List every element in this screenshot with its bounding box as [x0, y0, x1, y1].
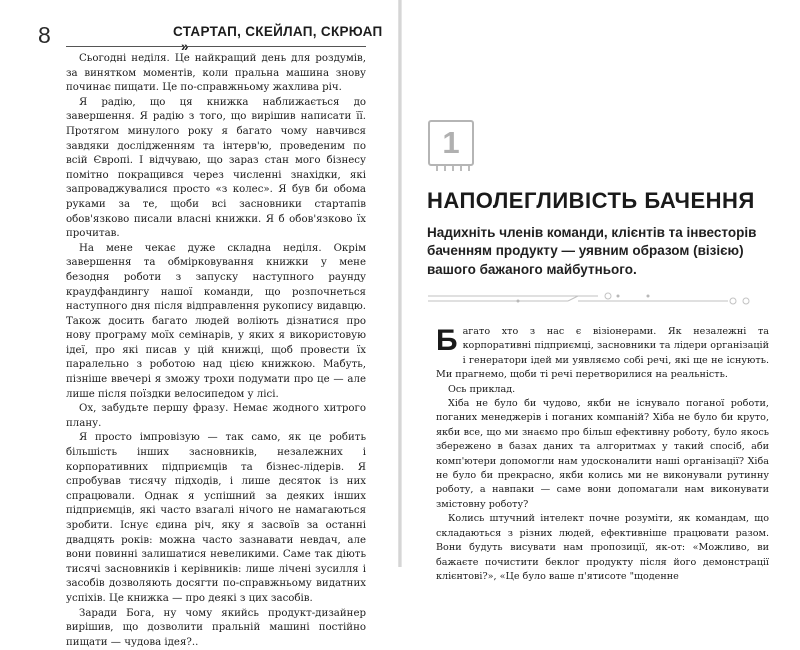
paragraph: Колись штучний інтелект почне розуміти, як командам, що складаються з різних людей, ефективніше працювати разом. Вони будуть висувати нам пропозиції, як-от: «Можливо, ви бажаєте почистити беклог продукту після його демонстрації клієнтові?», «Це було ваше п'ятисоте "щоденне [436, 513, 769, 582]
paragraph: Заради Бога, ну чому якийсь продукт-дизайнер вирішив, що дозволити пральній машині постійно пищати — чудова ідея?.. [66, 607, 366, 648]
paragraph: Я просто імпровізую — так само, як це робить більшість інших засновників, незалежних і корпоративних підприємців та бізнес-лідерів. Я спробував тисячу підходів, і лише десяток із них спрацювали. Однак я успішний за деяких інших підприємців, які часто взагалі нічого не намагаються зробити. Існує єдина річ, яку я засвоїв за останні двадцять років: можна часто зазнавати невдач, але вони повинні залишатися невеликими. Саме так діють тисячі засновників і керівників: лише лічені зусилля і засобів дозволяють досягти по-справжньому видатних успіхів. Це книжка — про деякі з цих засобів. [66, 432, 366, 604]
badge-connector [444, 166, 446, 171]
drop-cap: Б [436, 324, 458, 357]
right-body-text [436, 325, 769, 584]
badge-connector [452, 166, 454, 171]
left-page [0, 0, 400, 648]
running-head-text: СТАРТАП, СКЕЙЛАП, СКРЮАП [173, 24, 383, 39]
chapter-number: 1 [442, 125, 460, 160]
paragraph-text: агато хто з нас є візіонерами. Як незалежні та корпоративні підприємці, засновники та лідери організацій і генератори ідей ми уявляємо собі речі, які ще не існують. Ми прагнемо, щоби ті речі перетворилися на реальність. [436, 326, 769, 381]
chapter-title: НАПОЛЕГЛИВІСТЬ БАЧЕННЯ [427, 188, 755, 213]
paragraph: Ось приклад. [448, 383, 516, 395]
paragraph: Сьогодні неділя. Це найкращий день для роздумів, за винятком моментів, коли пральна машина знову починає пищати. Це по-справжньому жахлива річ. [66, 53, 366, 94]
paragraph [436, 325, 769, 383]
circuit-divider-graphic [428, 290, 773, 310]
page-number: 8 [38, 22, 51, 48]
chapter-lead: Надихніть членів команди, клієнтів та інвесторів баченням продукту — уявним образом (візією) вашого бажаного майбутнього. [427, 225, 757, 277]
paragraph: Хіба не було би чудово, якби не існувало поганої роботи, поганих менеджерів і поганих компаній? Хіба не було би круто, якби все, що ми знаємо про більш ефективну роботу, було якось збережено в базах даних та алгоритмах у такий спосіб, аби комп'ютери допомогли нам удосконалити наші організації? Хіба не було би прекрасно, якби колись ми не виконували рутинну роботу, а навпаки — саме вони допомагали нам виконувати змістовну роботу? [436, 398, 769, 510]
running-head [173, 24, 400, 54]
badge-connector [460, 166, 462, 171]
header-rule [66, 46, 366, 47]
chapter-number-badge [428, 120, 474, 166]
paragraph: Я радію, що ця книжка наближається до завершення. Я радію з того, що вирішив написати її. Протягом минулого року я багато чому навчився завдяки дослідженням та інтерв'ю, проведеним по всій Європі. І відчуваю, що зараз стан мого бізнесу помітно покращився через численні знахідки, які запроваджувалися просто «з колес». Я був би обома руками за те, щоби всі засновники стартапів обов'язково писали власні книжки. Я б обов'язково їх прочитав. [66, 96, 366, 240]
badge-connector [436, 166, 438, 171]
paragraph: Ох, забудьте першу фразу. Немає жодного хитрого плану. [66, 403, 366, 429]
right-page [400, 0, 800, 582]
left-body-text [66, 52, 366, 650]
badge-connector [468, 166, 470, 171]
paragraph: На мене чекає дуже складна неділя. Окрім завершення та обмірковування книжки у мене безодня роботи з запуску наступного раунду краудфандингу нашої команди, що розпочнеться наступного дня після відправлення рукопису видавцю. Також досить багато людей воліють дізнатися про нову програму моїх семінарів, у яких я використовую ідеї, про які писав у цій книжці, щоб провести їх паралельно з роботою над цією книжкою. Мабуть, пізніше ввечері я зможу трохи подумати про це — але лише після поїздки велосипедом у лісі. [66, 242, 366, 400]
